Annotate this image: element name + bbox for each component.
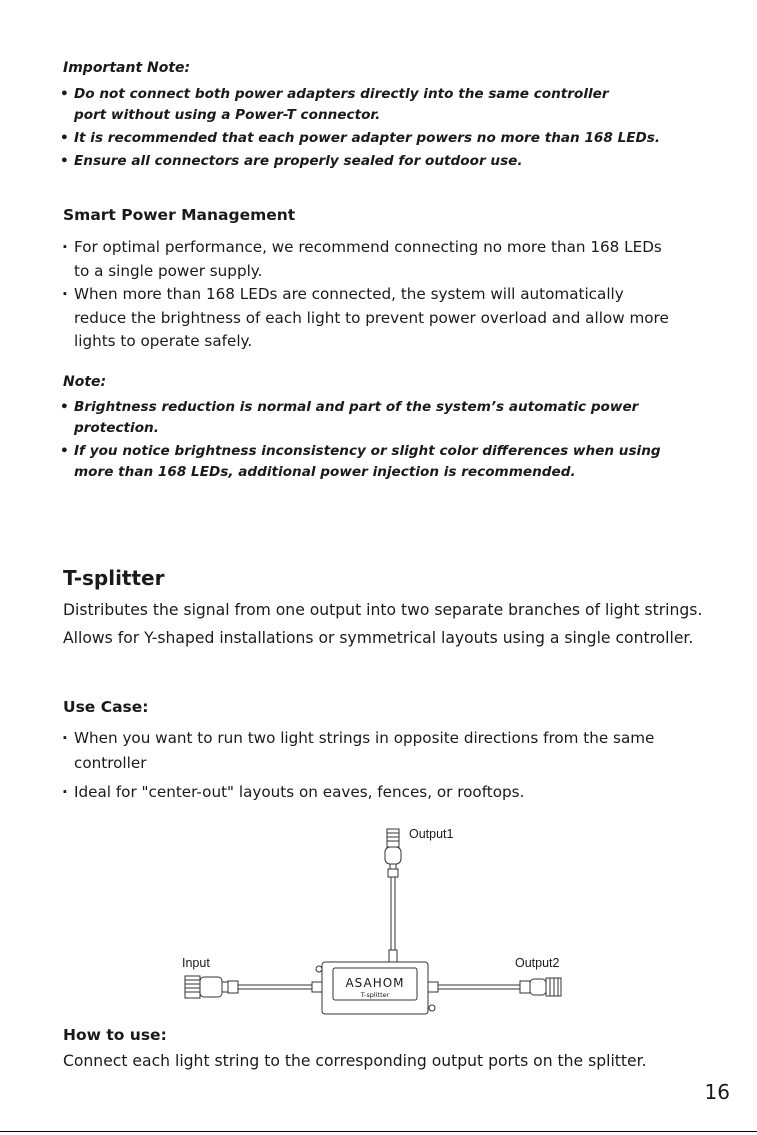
device-label: T-splitter <box>360 991 390 999</box>
note-list <box>60 397 680 485</box>
how-to-use-heading: How to use: <box>63 1026 167 1044</box>
use-case-list <box>60 726 710 805</box>
how-to-use-text: Connect each light string to the corresponding output ports on the splitter. <box>63 1052 647 1070</box>
list-item: · When more than 168 LEDs are connected, the system will automatically reduce the brightness of each light to prevent power overload and allow more lights to operate safely. <box>60 283 670 354</box>
input-connector-icon <box>185 976 238 998</box>
list-item: · When you want to run two light strings in opposite directions from the same controller <box>60 726 710 775</box>
output2-connector-icon <box>520 978 561 996</box>
use-case-heading: Use Case: <box>63 698 149 716</box>
list-item: · Ideal for "center-out" layouts on eaves, fences, or rooftops. <box>60 781 710 805</box>
list-item: • If you notice brightness inconsistency or slight color differences when using more than 168 LEDs, additional power injection is recommended. <box>60 441 680 483</box>
smart-power-heading: Smart Power Management <box>63 206 296 224</box>
list-item: · For optimal performance, we recommend connecting no more than 168 LEDs to a single power supply. <box>60 236 670 283</box>
important-note-title: Important Note: <box>63 60 191 76</box>
bottom-rule <box>0 1131 757 1132</box>
list-item: • Do not connect both power adapters directly into the same controller port without using a Power-T connector. <box>60 84 670 126</box>
important-note-list <box>60 84 670 174</box>
list-item: • It is recommended that each power adapter powers no more than 168 LEDs. <box>60 128 670 149</box>
page-number: 16 <box>704 1080 730 1104</box>
list-item: • Brightness reduction is normal and part of the system’s automatic power protection. <box>60 397 680 439</box>
smart-power-list <box>60 236 670 354</box>
note-title: Note: <box>63 374 107 390</box>
input-label: Input <box>182 956 210 970</box>
list-item: • Ensure all connectors are properly sealed for outdoor use. <box>60 151 670 172</box>
t-splitter-description: Distributes the signal from one output into two separate branches of light strings. Allows for Y-shaped installations or symmetrical layouts using a single controller. <box>63 601 703 647</box>
t-splitter-diagram <box>175 822 595 1022</box>
t-splitter-heading: T-splitter <box>63 566 165 590</box>
output1-connector-icon <box>385 829 401 877</box>
output2-label: Output2 <box>515 956 560 970</box>
output1-label: Output1 <box>409 827 454 841</box>
brand-logo: ASAHOM <box>345 976 405 990</box>
